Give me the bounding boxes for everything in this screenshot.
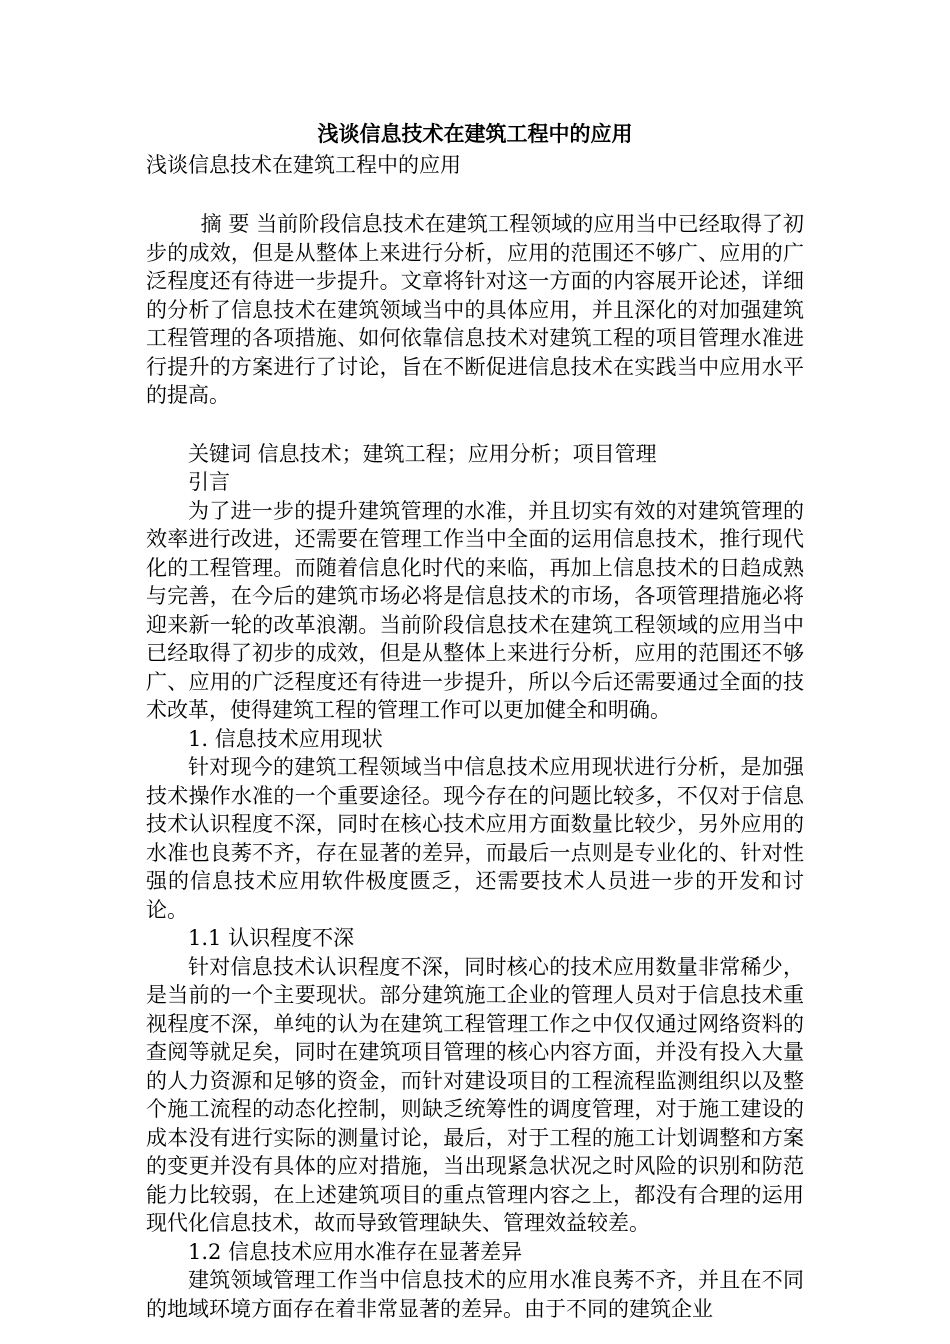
section-1-2-paragraph: 建筑领域管理工作当中信息技术的应用水准良莠不齐，并且在不同的地域环境方面存在着非常显著的差异。由于不同的建筑企业 [146, 1268, 804, 1321]
intro-heading: 引言 [188, 470, 230, 494]
document-page [146, 118, 804, 1323]
spacer [146, 410, 804, 440]
abstract-paragraph: 摘 要 当前阶段信息技术在建筑工程领域的应用当中已经取得了初步的成效，但是从整体上来进行分析，应用的范围还不够广、应用的广泛程度还有待进一步提升。文章将针对这一方面的内容展开论述，详细的分析了信息技术在建筑领域当中的具体应用，并且深化的对加强建筑工程管理的各项措施、如何依靠信息技术对建筑工程的项目管理水准进行提升的方案进行了讨论，旨在不断促进信息技术在实践当中应用水平的提高。 [146, 212, 804, 407]
document-subtitle: 浅谈信息技术在建筑工程中的应用 [146, 153, 461, 177]
keywords-line: 关键词 信息技术；建筑工程；应用分析；项目管理 [188, 441, 657, 466]
intro-paragraph: 为了进一步的提升建筑管理的水准，并且切实有效的对建筑管理的效率进行改进，还需要在管理工作当中全面的运用信息技术，推行现代化的工程管理。而随着信息化时代的来临，再加上信息技术的日趋成熟与完善，在今后的建筑市场必将是信息技术的市场，各项管理措施必将迎来新一轮的改革浪潮。当前阶段信息技术在建筑工程领域的应用当中已经取得了初步的成效，但是从整体上来进行分析，应用的范围还不够广、应用的广泛程度还有待进一步提升，所以今后还需要通过全面的技术改革，使得建筑工程的管理工作可以更加健全和明确。 [146, 498, 804, 722]
section-1-paragraph: 针对现今的建筑工程领域当中信息技术应用现状进行分析，是加强技术操作水准的一个重要途径。现今存在的问题比较多，不仅对于信息技术认识程度不深，同时在核心技术应用方面数量比较少，另外应用的水准也良莠不齐，存在显著的差异，而最后一点则是专业化的、针对性强的信息技术应用软件极度匮乏，还需要技术人员进一步的开发和讨论。 [146, 755, 804, 922]
section-1-1-paragraph: 针对信息技术认识程度不深，同时核心的技术应用数量非常稀少，是当前的一个主要现状。部分建筑施工企业的管理人员对于信息技术重视程度不深，单纯的认为在建筑工程管理工作之中仅仅通过网络资料的查阅等就足矣，同时在建筑项目管理的核心内容方面，并没有投入大量的人力资源和足够的资金，而针对建设项目的工程流程监测组织以及整个施工流程的动态化控制，则缺乏统筹性的调度管理，对于施工建设的成本没有进行实际的测量讨论，最后，对于工程的施工计划调整和方案的变更并没有具体的应对措施，当出现紧急状况之时风险的识别和防范能力比较弱，在上述建筑项目的重点管理内容之上，都没有合理的运用现代化信息技术，故而导致管理缺失、管理效益较差。 [146, 954, 804, 1235]
section-1-heading: 1. 信息技术应用现状 [188, 726, 383, 751]
section-1-1-heading: 1.1 认识程度不深 [188, 926, 355, 950]
document-title: 浅谈信息技术在建筑工程中的应用 [317, 121, 633, 146]
section-1-2-heading: 1.2 信息技术应用水准存在显著差异 [188, 1239, 523, 1264]
spacer [146, 180, 804, 210]
